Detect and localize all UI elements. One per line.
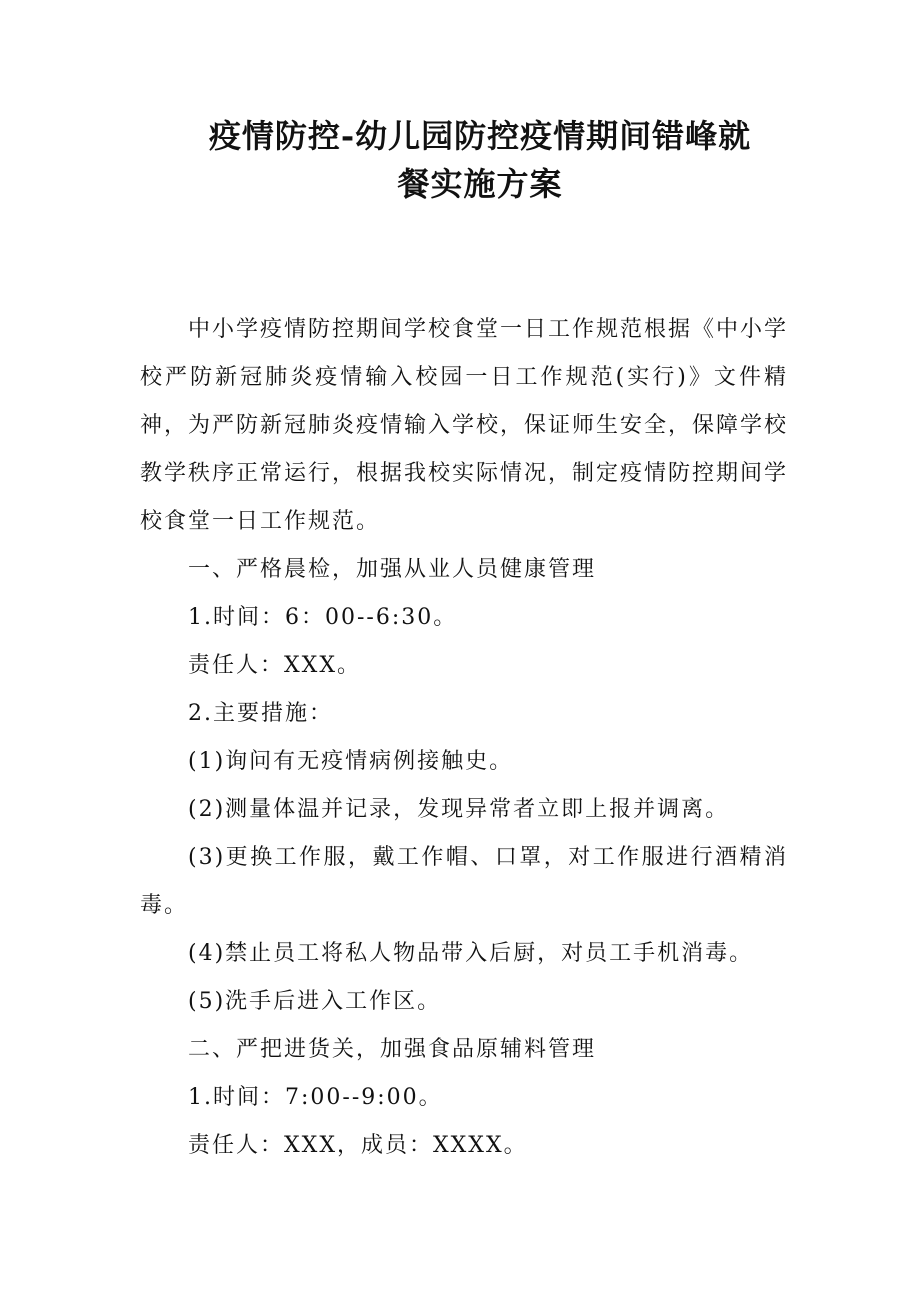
section-heading-2: 二、严把进货关，加强食品原辅料管理	[188, 1037, 597, 1062]
document-body	[140, 306, 788, 1170]
paragraph-measures-heading: 2.主要措施：	[188, 701, 333, 726]
paragraph-time-2: 1.时间：7:00--9:00。	[188, 1085, 443, 1110]
paragraph-time-1: 1.时间：6：00--6:30。	[188, 605, 458, 630]
paragraph-responsible-1: 责任人：XXX。	[188, 653, 361, 678]
title-line-2: 餐实施方案	[397, 165, 563, 203]
measure-item-5: (5)洗手后进入工作区。	[188, 989, 442, 1014]
measure-item-3: (3)更换工作服，戴工作帽、口罩，对工作服进行酒精消毒。	[140, 845, 788, 918]
measure-item-4: (4)禁止员工将私人物品带入后厨，对员工手机消毒。	[188, 941, 754, 966]
measure-item-2: (2)测量体温并记录，发现异常者立即上报并调离。	[188, 797, 730, 822]
section-heading-1: 一、严格晨检，加强从业人员健康管理	[188, 557, 597, 582]
title-line-1: 疫情防控-幼儿园防控疫情期间错峰就	[208, 117, 752, 155]
document-title	[120, 112, 840, 208]
paragraph-responsible-2: 责任人：XXX，成员：XXXX。	[188, 1133, 528, 1158]
paragraph-intro: 中小学疫情防控期间学校食堂一日工作规范根据《中小学校严防新冠肺炎疫情输入校园一日工作规范(实行)》文件精神，为严防新冠肺炎疫情输入学校，保证师生安全，保障学校教学秩序正常运行，根据我校实际情况，制定疫情防控期间学校食堂一日工作规范。	[140, 317, 789, 534]
measure-item-1: (1)询问有无疫情病例接触史。	[188, 749, 514, 774]
